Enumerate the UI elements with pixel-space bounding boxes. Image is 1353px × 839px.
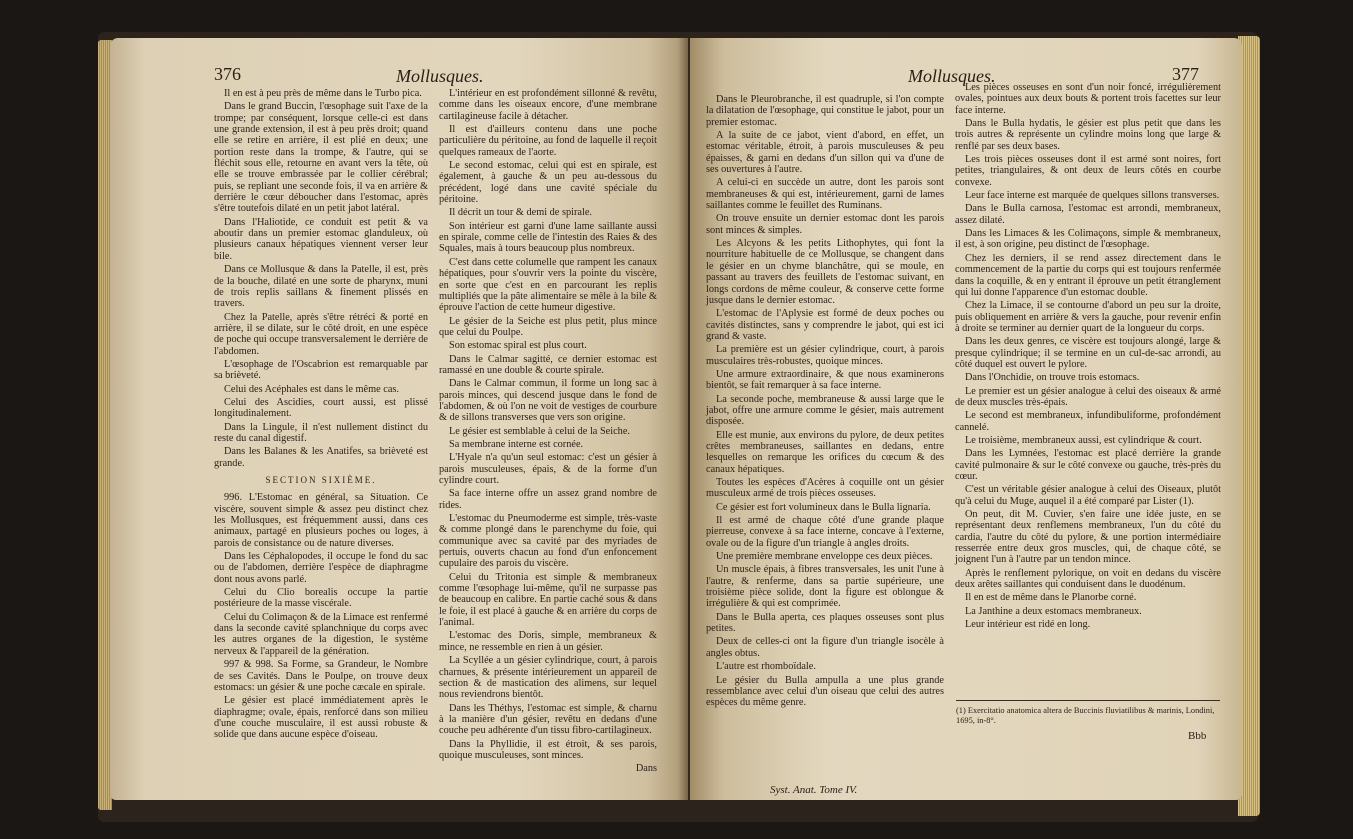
paragraph: Leur face interne est marquée de quelques sillons transverses. — [965, 190, 1220, 202]
paragraph: Dans ce Mollusque & dans la Patelle, il est, près de la bouche, dilaté en une sorte de pharynx, muni de trois replis saillans & finement plissés en travers. — [214, 264, 428, 310]
paragraph: On peut, dit M. Cuvier, s'en faire une idée juste, en se représentant deux renflemens membraneux, l'un du côté du cardia, l'autre du côté du pylore, & une portion intermédiaire resserrée entre deux gros muscles, qui, de chaque côté, se joignent l'un à l'autre par un tendon mince. — [955, 509, 1221, 566]
paragraph: Dans l'Onchidie, on trouve trois estomacs. — [965, 372, 1140, 384]
paragraph: Son estomac spiral est plus court. — [449, 340, 587, 352]
paragraph: Une armure extraordinaire, & que nous examinerons bientôt, se fait remarquer à sa face interne. — [706, 368, 944, 392]
paragraph: L'estomac de l'Aplysie est formé de deux poches ou cavités distinctes, sans y comprendre le jabot, qui est ici grand & vaste. — [706, 308, 944, 342]
paragraph: Dans l'Haliotide, ce conduit est petit & va aboutir dans un premier estomac glanduleux, où plusieurs canaux hépatiques viennent verser leur bile. — [214, 216, 428, 262]
left-page-column-2 — [439, 88, 657, 793]
paragraph: Dans la Lingule, il n'est nullement distinct du reste du canal digestif. — [214, 421, 428, 444]
paragraph: Le gésier du Bulla ampulla a une plus grande ressemblance avec celui d'un oiseau que celui des autres espèces du même genre. — [706, 674, 944, 709]
left-page — [110, 38, 688, 800]
paragraph: Dans le Pleurobranche, il est quadruple, si l'on compte la dilatation de l'œsophage, qui constitue le jabot, pour un premier estomac. — [706, 94, 944, 128]
paragraph: L'estomac des Doris, simple, membraneux & mince, ne ressemble en rien à un gésier. — [439, 630, 657, 653]
signature-mark: Bbb — [1188, 730, 1207, 742]
paragraph: Dans les deux genres, ce viscère est toujours alongé, large & presque cylindrique; il se termine en un cul-de-sac arrondi, au côté duquel est ouvert le pylore. — [955, 336, 1221, 370]
paragraph: Le gésier est semblable à celui de la Seiche. — [449, 425, 630, 437]
paragraph: Chez la Patelle, après s'être rétréci & porté en arrière, il se dilate, sur le côté droit, en une espèce de poche qui occupe transversalement le derrière de l'abdomen. — [214, 311, 428, 357]
paragraph: Les Alcyons & les petits Lithophytes, qui font la nourriture habituelle de ce Mollusque, se changent dans le gésier en un chyme blanchâtre, qui se moule, en passant au travers des feuillets de l'estomac suivant, en longs cordons de même couleur, & conserve cette forme jusque dans le dernier estomac. — [706, 238, 944, 306]
paragraph: Le gésier est placé immédiatement après le diaphragme; ovale, épais, renforcé dans son milieu d'une couche musculaire, il est aussi robuste & solide que dans aucune espèce d'oiseau. — [214, 695, 428, 741]
left-page-column-1 — [214, 88, 428, 788]
catchword: Dans — [635, 763, 657, 775]
paragraph: Le troisième, membraneux aussi, est cylindrique & court. — [965, 434, 1202, 446]
paragraph: La Scyllée a un gésier cylindrique, court, à parois charnues, & présente intérieurement un appareil de section & de mastication des alimens, sur lequel nous reviendrons bientôt. — [439, 655, 657, 701]
paragraph: Ce gésier est fort volumineux dans le Bulla lignaria. — [716, 501, 931, 513]
paragraph: Sa membrane interne est cornée. — [449, 438, 584, 450]
right-page-column-1 — [706, 94, 944, 784]
paragraph: Le premier est un gésier analogue à celui des oiseaux & armé de deux muscles très-épais. — [955, 385, 1221, 408]
paragraph: On trouve ensuite un dernier estomac dont les parois sont minces & simples. — [706, 213, 944, 236]
paragraph: Le second estomac, celui qui est en spirale, est également, à gauche & un peu au-dessous du précédent, logé dans une cavité spéciale du péritoine. — [439, 160, 657, 206]
footnote-rule — [956, 700, 1220, 701]
paragraph: Le gésier de la Seiche est plus petit, plus mince que celui du Poulpe. — [439, 315, 657, 338]
paragraph: Celui des Ascidies, court aussi, est plissé longitudinalement. — [214, 396, 428, 420]
paragraph: Dans les Théthys, l'estomac est simple, & charnu à la manière d'un gésier, revêtu en dedans d'une couche peu adhérente d'un tissu fibro-cartilagineux. — [439, 702, 657, 737]
page-number: 377 — [1172, 64, 1199, 84]
paragraph: Leur intérieur est ridé en long. — [965, 619, 1091, 631]
paragraph: Dans les Limaces & les Colimaçons, simple & membraneux, il est, à son origine, peu distinct de l'œsophage. — [955, 228, 1221, 251]
running-head: Mollusques. — [396, 66, 484, 86]
paragraph: C'est un véritable gésier analogue à celui des Oiseaux, plutôt qu'à celui du Muge, auquel il a été comparé par Lister (1). — [955, 484, 1221, 507]
paragraph: C'est dans cette columelle que rampent les canaux hépatiques, pour s'ouvrir vers la pointe du viscère, en sorte que c'est en en parcourant les replis multipliés que la pâte alimentaire se mêle à la bile & éprouve l'action de cette humeur digestive. — [439, 256, 657, 314]
paragraph: Chez les derniers, il se rend assez directement dans le commencement de la partie du corps qui est toujours renfermée dans la coquille, & en y entrant il éprouve un petit étranglement qui lui donne l'apparence d'un estomac double. — [955, 252, 1221, 298]
paragraph: Son intérieur est garni d'une lame saillante aussi en spirale, comme celle de l'intestin des Raies & des Squales, mais à tours beaucoup plus nombreux. — [439, 220, 657, 255]
paragraph: Il est armé de chaque côté d'une grande plaque pierreuse, convexe à sa face interne, concave à l'externe, ovale ou de la figure d'un triangle à angles droits. — [706, 515, 944, 549]
paragraph: L'estomac du Pneumoderme est simple, très-vaste & comme plongé dans le parenchyme du foie, qui communique avec sa cavité par des myriades de pertuis, ouverts chacun au fond d'un enfoncement cupulaire des parois du viscère. — [439, 513, 657, 570]
paragraph: Il en est à peu près de même dans le Turbo pica. — [224, 88, 422, 99]
footnote: (1) Exercitatio anatomica altera de Buccinis fluviatilibus & marinis, Londini, 1695, in-8°. — [956, 706, 1215, 725]
right-page — [690, 38, 1242, 800]
paragraph: 997 & 998. Sa Forme, sa Grandeur, le Nombre de ses Cavités. Dans le Poulpe, on trouve deux estomacs: un gésier & une poche cæcale en spirale. — [214, 659, 428, 693]
paragraph: Dans les Lymnées, l'estomac est placé derrière la grande cavité pulmonaire & sur le côté convexe ou gauche, très-près du cœur. — [955, 448, 1221, 482]
paragraph: Il décrit un tour & demi de spirale. — [449, 207, 592, 219]
section-title: SECTION SIXIÈME. — [265, 475, 377, 485]
running-head: Mollusques. — [908, 66, 996, 86]
paragraph: Il est d'ailleurs contenu dans une poche particulière du péritoine, au fond de laquelle il reçoit quelques rameaux de l'aorte. — [439, 124, 657, 158]
paragraph: Dans le Bulla carnosa, l'estomac est arrondi, membraneux, assez dilaté. — [955, 203, 1221, 226]
paragraph: Toutes les espèces d'Acères à coquille ont un gésier musculeux armé de trois pièces osseuses. — [706, 477, 944, 500]
volume-signature: Syst. Anat. Tome IV. — [770, 784, 858, 796]
paragraph: Celui du Tritonia est simple & membraneux comme l'œsophage lui-même, qu'il ne surpasse pas de beaucoup en calibre. En partie caché sous & dans le foie, il est placé à gauche & en arrière du corps de l'animal. — [439, 571, 657, 629]
paragraph: L'autre est rhomboïdale. — [716, 661, 816, 673]
paragraph: La première est un gésier cylindrique, court, à parois musculaires très-robustes, quoique minces. — [706, 344, 944, 367]
paragraph: Les pièces osseuses en sont d'un noir foncé, irrégulièrement ovales, pointues aux deux bouts & portent trois facettes sur leur face interne. — [955, 82, 1221, 116]
paragraph: Dans le Bulla aperta, ces plaques osseuses sont plus petites. — [706, 611, 944, 635]
paragraph: A la suite de ce jabot, vient d'abord, en effet, un estomac véritable, étroit, à parois musculeuses & peu épaisses, & garni en dedans d'un sillon qui va d'une de ses ouvertures à l'autre. — [706, 130, 944, 176]
paragraph: L'intérieur en est profondément sillonné & revêtu, comme dans les oiseaux encore, d'une membrane cartilagineuse facile à détacher. — [439, 88, 657, 122]
paragraph: La seconde poche, membraneuse & aussi large que le jabot, offre une armure comme le gésier, mais autrement disposée. — [706, 393, 944, 428]
paragraph: Dans les Céphalopodes, il occupe le fond du sac ou de l'abdomen, derrière l'espèce de diaphragme dont nous avons parlé. — [214, 551, 428, 585]
paragraph: Celui du Colimaçon & de la Limace est renfermé dans la seconde cavité splanchnique du corps avec les autres organes de la digestion, le système nerveux & l'appareil de la génération. — [214, 611, 428, 657]
paragraph: Chez la Limace, il se contourne d'abord un peu sur la droite, puis obliquement en arrière & vers la gauche, pour revenir enfin à droite se terminer au dernier quart de la longueur du corps. — [955, 300, 1221, 334]
paragraph: Dans le Calmar sagitté, ce dernier estomac est ramassé en une double & courte spirale. — [439, 353, 657, 376]
paragraph: L'œsophage de l'Oscabrion est remarquable par sa brièveté. — [214, 358, 428, 382]
paragraph: Il en est de même dans le Planorbe corné. — [965, 592, 1137, 604]
paragraph: Dans le Calmar commun, il forme un long sac à parois minces, qui descend jusque dans le fond de l'abdomen, & où l'on ne voit de vestiges de courbure & de sillons transverses que vers son origine. — [439, 378, 657, 424]
page-number: 376 — [214, 64, 241, 84]
paragraph: Dans les Balanes & les Anatifes, sa brièveté est grande. — [214, 446, 428, 469]
paragraph: Deux de celles-ci ont la figure d'un triangle isocèle à angles obtus. — [706, 636, 944, 659]
paragraph: Celui du Clio borealis occupe la partie postérieure de la masse viscérale. — [214, 587, 428, 610]
paragraph: Dans la Phyllidie, il est étroit, & ses parois, quoique musculeuses, sont minces. — [439, 738, 657, 761]
paragraph: Dans le grand Buccin, l'œsophage suit l'axe de la trompe; par conséquent, lorsque celle-ci est dans une grande extension, il est à peu près droit; quand elle se retire en arrière, il est plié en deux; une portion reste dans la trompe, & l'autre, qui se fléchit sous elle, retourne en avant vers la tête, où elle se trouve embrassée par le collier cérébral; puis, se repliant une seconde fois, il va en arrière & derrière le cœur déboucher dans l'estomac, après s'être toutefois dilaté en un petit jabot latéral. — [214, 101, 428, 215]
paragraph: Après le renflement pylorique, on voit en dedans du viscère deux arêtes saillantes qui conduisent dans le duodénum. — [955, 567, 1221, 591]
paragraph: Les trois pièces osseuses dont il est armé sont noires, fort petites, triangulaires, & ont deux de leurs côtés en courbe convexe. — [955, 154, 1221, 188]
paragraph: Sa face interne offre un assez grand nombre de rides. — [439, 488, 657, 511]
paragraph: La Janthine a deux estomacs membraneux. — [965, 605, 1142, 617]
paragraph: 996. L'Estomac en général, sa Situation. Ce viscère, souvent simple & assez peu distinct chez les Mollusques, est fréquemment aussi, dans ces animaux, partagé en plusieurs poches ou loges, à parois de consistance ou de nature diverses. — [214, 492, 428, 549]
paragraph: A celui-ci en succède un autre, dont les parois sont membraneuses & qui est, intérieurement, garni de lames saillantes comme le feuillet des Ruminans. — [706, 177, 944, 212]
right-page-column-2 — [955, 82, 1221, 692]
paragraph: Une première membrane enveloppe ces deux pièces. — [716, 551, 933, 563]
paragraph: Celui des Acéphales est dans le même cas. — [224, 383, 399, 395]
paragraph: Un muscle épais, à fibres transversales, les unit l'une à l'autre, & renferme, dans sa partie supérieure, une troisième pièce solide, dont la figure est oblongue & irrégulière & qui est comprimée. — [706, 564, 944, 610]
paragraph: Le second est membraneux, infundibuliforme, profondément cannelé. — [955, 410, 1221, 433]
paragraph: L'Hyale n'a qu'un seul estomac: c'est un gésier à parois musculeuses, épais, & de la forme d'un cylindre court. — [439, 452, 657, 486]
paragraph: Elle est munie, aux environs du pylore, de deux petites crêtes membraneuses, saillantes en dedans, entre lesquelles on remarque les orifices du cœcum & des canaux hépatiques. — [706, 429, 944, 475]
paragraph: Dans le Bulla hydatis, le gésier est plus petit que dans les trois autres & représente un cylindre moins long que large & renflé par ses deux bases. — [955, 118, 1221, 152]
